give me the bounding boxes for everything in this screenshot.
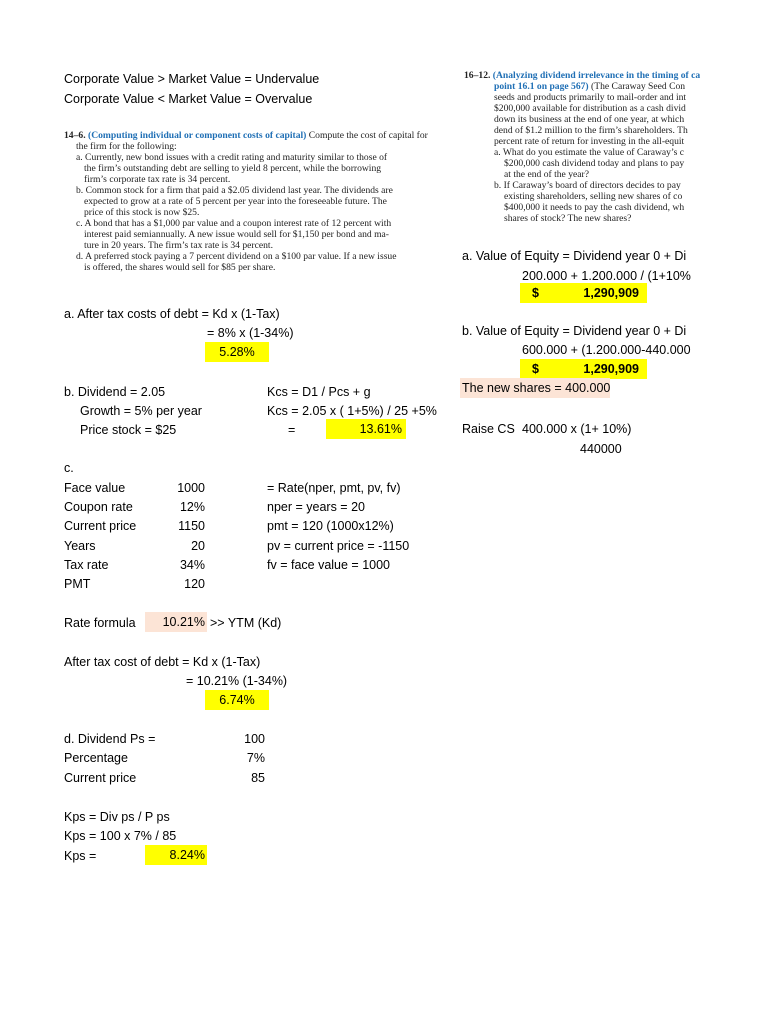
problem-b-line: expected to grow at a rate of 5 percent per year into the foreseeable future. The xyxy=(84,196,387,207)
problem-b-line: b. If Caraway’s board of directors decides to pay xyxy=(494,180,681,191)
part-d-row-label: d. Dividend Ps = xyxy=(64,732,156,746)
part-c-row-value: 34% xyxy=(179,558,205,572)
problem-c-line: ture in 20 years. The firm’s tax rate is 34 percent. xyxy=(84,240,273,251)
part-c-row-formula: = Rate(nper, pmt, pv, fv) xyxy=(267,481,401,495)
problem-a-line: a. Currently, new bond issues with a credit rating and maturity similar to those of xyxy=(76,152,388,163)
raise-cs-result: 440000 xyxy=(580,442,622,456)
problem-c-line: interest paid semiannually. A new issue would sell for $1,150 per bond and ma- xyxy=(84,229,389,240)
right-b-result: 1,290,909 xyxy=(583,362,639,376)
part-a-result: 5.28% xyxy=(205,342,269,362)
problem-intro: Compute the cost of capital for xyxy=(308,130,428,141)
problem-intro-line-2: the firm for the following: xyxy=(76,141,177,152)
part-c-row-label: Face value xyxy=(64,481,126,495)
currency-symbol: $ xyxy=(532,362,539,376)
part-d-row-label: Current price xyxy=(64,771,137,785)
problem-b-line: $400,000 it needs to pay the cash dividend, wh xyxy=(504,202,685,213)
part-a-formula: = 8% x (1-34%) xyxy=(207,326,294,340)
answers-16-12 xyxy=(460,240,712,480)
kps-formula: Kps = Div ps / P ps xyxy=(64,810,170,824)
problem-b-line: existing shareholders, selling new shares of co xyxy=(504,191,683,202)
problem-d-line: is offered, the shares would sell for $85 per share. xyxy=(84,262,276,273)
part-c-row-formula: pv = current price = -1150 xyxy=(267,539,410,553)
currency-symbol: $ xyxy=(532,286,539,300)
part-c-label: c. xyxy=(64,461,74,475)
right-a-result-cell xyxy=(520,283,647,303)
part-c-row-label: Current price xyxy=(64,519,137,533)
problem-b-line: b. Common stock for a firm that paid a $2.05 dividend last year. The dividends are xyxy=(76,185,393,196)
problem-number: 16–12. xyxy=(464,70,491,81)
problem-line: dend of $1.2 million to the firm’s shareholders. Th xyxy=(494,125,688,136)
part-c-row-formula: nper = years = 20 xyxy=(267,500,365,514)
part-c-row-value: 1150 xyxy=(178,519,205,533)
part-b-growth: Growth = 5% per year xyxy=(80,404,202,418)
problem-line: $200,000 available for distribution as a cash divid xyxy=(494,103,686,114)
problem-14-6-block xyxy=(64,130,428,273)
part-d-row-value: 100 xyxy=(244,732,265,746)
problem-line: percent rate of return for investing in the all-equit xyxy=(494,136,685,147)
problem-line: (The Caraway Seed Con xyxy=(591,81,686,92)
part-c-row-label: Years xyxy=(64,539,96,553)
right-a-result: 1,290,909 xyxy=(583,286,639,300)
problem-line: down its business at the end of one year, at which xyxy=(494,114,685,125)
right-a-calc: 200.000 + 1.200.000 / (1+10% xyxy=(522,269,691,283)
kps-label: Kps = xyxy=(64,849,97,863)
raise-cs-calc: 400.000 x (1+ 10%) xyxy=(522,422,632,436)
right-b-calc: 600.000 + (1.200.000-440.000 xyxy=(522,343,691,357)
problem-b-line: shares of stock? The new shares? xyxy=(504,213,632,224)
part-c-row-label: Coupon rate xyxy=(64,500,133,514)
raise-cs-label: Raise CS xyxy=(462,422,515,436)
header-line-2: Corporate Value < Market Value = Overvalue xyxy=(64,92,313,106)
rate-formula-note: >> YTM (Kd) xyxy=(210,616,282,630)
part-d-row-value: 85 xyxy=(251,771,265,785)
part-c-row-value: 120 xyxy=(184,577,205,591)
kps-calculation: Kps = 100 x 7% / 85 xyxy=(64,829,177,843)
right-b-result-cell xyxy=(520,359,647,379)
problem-d-line: d. A preferred stock paying a 7 percent dividend on a $100 par value. If a new issue xyxy=(76,251,397,262)
part-c-row-value: 12% xyxy=(179,500,205,514)
problem-16-12-block xyxy=(464,70,712,224)
problem-reference: point 16.1 on page 567) xyxy=(494,81,589,92)
right-b-label: b. Value of Equity = Dividend year 0 + Di xyxy=(462,324,687,338)
problem-title: (Computing individual or component costs of capital) xyxy=(88,130,307,141)
problem-c-line: c. A bond that has a $1,000 par value and a coupon interest rate of 12 percent with xyxy=(76,218,392,229)
kps-result: 8.24% xyxy=(145,845,207,865)
part-b-price: Price stock = $25 xyxy=(80,423,177,437)
kcs-equals: = xyxy=(288,423,296,437)
problem-number: 14–6. xyxy=(64,130,86,141)
after-tax-debt-label: After tax cost of debt = Kd x (1-Tax) xyxy=(64,655,261,669)
problem-16-12-clip xyxy=(464,70,712,234)
problem-b-line: price of this stock is now $25. xyxy=(84,207,200,218)
problem-title: (Analyzing dividend irrelevance in the timing of ca xyxy=(492,70,701,81)
problem-a-line: a. What do you estimate the value of Caraway’s c xyxy=(494,147,685,158)
part-c-row-formula: pmt = 120 (1000x12%) xyxy=(267,519,394,533)
right-a-label: a. Value of Equity = Dividend year 0 + Di xyxy=(462,249,687,263)
new-shares: The new shares = 400.000 xyxy=(460,378,610,398)
part-d-row-value: 7% xyxy=(246,751,265,765)
part-c-row-value: 1000 xyxy=(177,481,205,495)
problem-a-line: at the end of the year? xyxy=(504,169,589,180)
part-c-row-value: 20 xyxy=(191,539,205,553)
part-d-row-label: Percentage xyxy=(64,751,128,765)
part-a-label: a. After tax costs of debt = Kd x (1-Tax) xyxy=(64,307,280,321)
problem-a-line: firm’s corporate tax rate is 34 percent. xyxy=(84,174,231,185)
problem-a-line: the firm’s outstanding debt are selling to yield 8 percent, while the borrowing xyxy=(84,163,382,174)
kcs-result: 13.61% xyxy=(326,419,406,439)
kcs-formula: Kcs = D1 / Pcs + g xyxy=(267,385,371,399)
header-line-1: Corporate Value > Market Value = Undervalue xyxy=(64,72,320,86)
part-c-row-label: PMT xyxy=(64,577,91,591)
rate-formula-value: 10.21% xyxy=(145,612,207,632)
after-tax-debt-formula: = 10.21% (1-34%) xyxy=(186,674,288,688)
rate-formula-label: Rate formula xyxy=(64,616,136,630)
kcs-calculation: Kcs = 2.05 x ( 1+5%) / 25 +5% xyxy=(267,404,437,418)
part-c-row-formula: fv = face value = 1000 xyxy=(267,558,391,572)
problem-line: seeds and products primarily to mail-order and int xyxy=(494,92,687,103)
part-b-dividend: b. Dividend = 2.05 xyxy=(64,385,166,399)
problem-a-line: $200,000 cash dividend today and plans to pay xyxy=(504,158,685,169)
after-tax-debt-result: 6.74% xyxy=(205,690,269,710)
part-c-row-label: Tax rate xyxy=(64,558,109,572)
